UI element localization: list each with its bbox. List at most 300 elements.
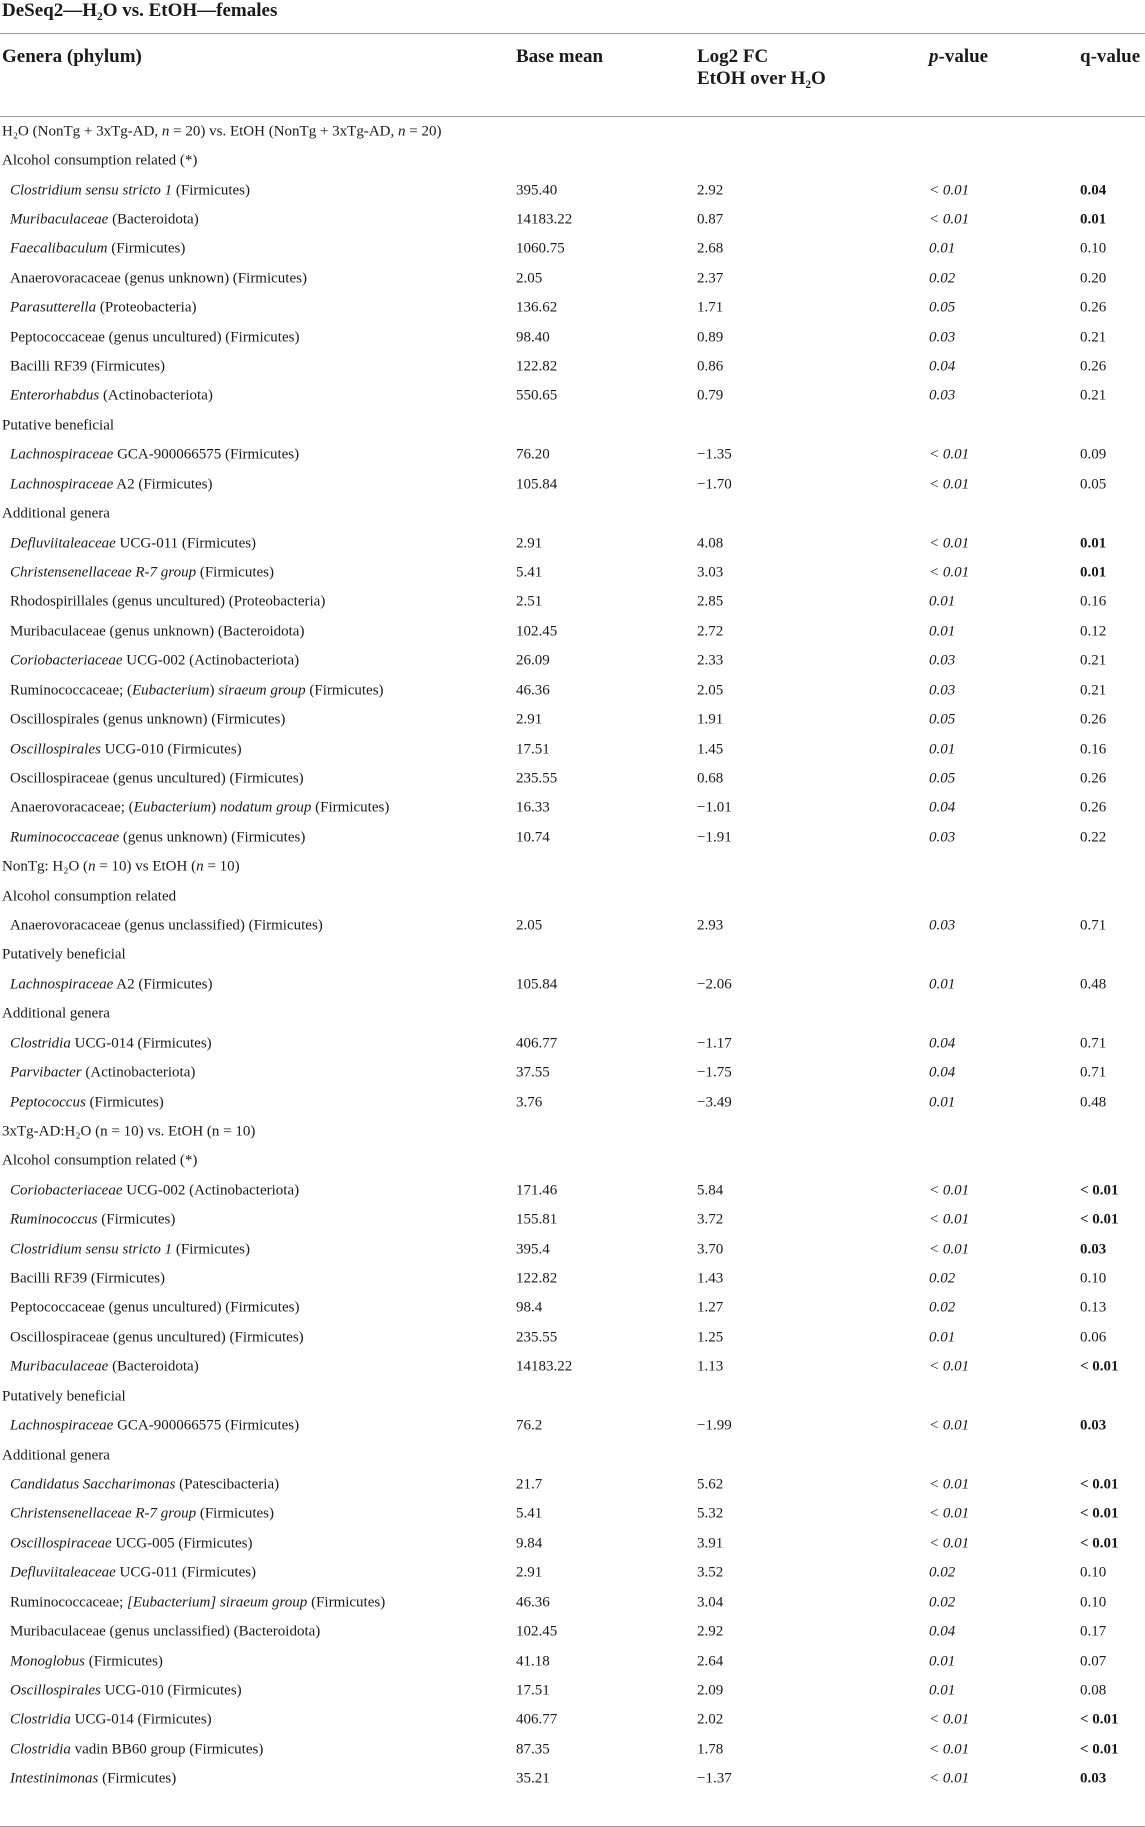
pvalue-cell: < 0.01 [929,1711,970,1728]
log2fc-cell: 4.08 [697,535,724,552]
genus-name-segment: Alcohol consumption related [2,888,177,905]
genus-name-segment: Anaerovoracaceae (genus unknown) (Firmicutes) [10,270,307,287]
qvalue-cell: 0.05 [1080,476,1107,493]
genus-name-segment: Ruminococcus [10,1211,98,1228]
qvalue-cell: 0.07 [1080,1653,1107,1670]
base-mean-cell: 122.82 [516,1270,558,1287]
genus-name-segment: Alcohol consumption related (*) [2,1152,198,1169]
base-mean-cell: 1060.75 [516,240,565,257]
genus-name-cell [10,359,165,376]
table-title: DeSeq2—H₂O vs. EtOH—females [2,0,278,21]
qvalue-cell: 0.06 [1080,1329,1107,1346]
genus-name-segment: Ruminococcaceae; [10,1594,128,1611]
qvalue-cell: 0.12 [1080,623,1107,640]
base-mean-cell: 406.77 [516,1035,558,1052]
table-row [0,1411,1145,1440]
table-row [0,1294,1145,1323]
pvalue-cell: 0.03 [929,829,956,846]
genus-name-segment: H₂O (NonTg + 3xTg-AD, [2,123,162,140]
genus-name-segment: Intestinimonas [10,1770,99,1787]
genus-name-segment: Bacilli RF39 (Firmicutes) [10,1270,165,1287]
genus-name-cell [10,1065,195,1082]
table-row [0,323,1145,352]
log2fc-cell: 2.09 [697,1682,724,1699]
pvalue-cell: 0.04 [929,799,956,816]
genus-name-segment: Coriobacteriaceae [10,1182,123,1199]
genus-name-segment: Oscillospirales [10,741,101,757]
genus-name-segment: Lachnospiraceae [10,446,114,463]
base-mean-cell: 122.82 [516,358,558,375]
genus-name-cell [2,859,240,876]
base-mean-cell: 395.4 [516,1241,550,1258]
genus-name-cell [10,1624,320,1641]
genus-name-segment: Lachnospiraceae [10,476,114,493]
qvalue-cell: < 0.01 [1080,1476,1119,1493]
genus-name-segment: Oscillospirales [10,1682,101,1699]
genus-name-segment: Clostridia [10,1711,71,1728]
qvalue-cell: 0.21 [1080,329,1107,346]
base-mean-cell: 406.77 [516,1711,558,1728]
base-mean-cell: 76.2 [516,1417,543,1434]
pvalue-cell: 0.01 [929,741,956,757]
pvalue-cell: < 0.01 [929,211,970,228]
genus-name-segment: Oscillospirales (genus unknown) (Firmicutes) [10,711,286,728]
log2fc-cell: −1.37 [697,1770,732,1787]
log2fc-cell: 5.32 [697,1505,724,1522]
log2fc-cell: 2.33 [697,652,724,669]
table-row [0,1500,1145,1529]
log2fc-cell: −1.75 [697,1064,732,1081]
genus-name-segment: Coriobacteriaceae [10,652,123,669]
genus-name-segment: Defluviitaleaceae [10,535,116,552]
genus-name-cell [10,770,304,787]
genus-name-segment: Clostridia [10,1035,71,1052]
qvalue-cell: 0.26 [1080,799,1107,816]
header-pvalue-italic: p [929,46,939,67]
table-row [0,1706,1145,1735]
pvalue-cell: 0.01 [929,623,956,640]
genus-name-segment: n [88,858,96,875]
genus-name-segment: Additional genera [2,1447,110,1464]
header-pvalue [929,46,988,68]
table-row [0,1529,1145,1558]
table-row [0,617,1145,646]
genus-name-segment: vadin BB60 group (Firmicutes) [70,1741,264,1758]
qvalue-cell: < 0.01 [1080,1711,1119,1728]
qvalue-cell: 0.08 [1080,1682,1107,1699]
genus-name-cell [2,153,197,170]
genus-name-segment: UCG-010 (Firmicutes) [100,1682,242,1699]
log2fc-cell: −1.17 [697,1035,732,1052]
qvalue-cell: 0.03 [1080,1770,1107,1787]
pvalue-cell: < 0.01 [929,1476,970,1493]
qvalue-cell: 0.21 [1080,652,1107,669]
group-heading-row [0,1000,1145,1029]
table-row [0,1206,1145,1235]
genus-name-cell [10,1418,299,1435]
base-mean-cell: 10.74 [516,829,550,846]
pvalue-cell: 0.01 [929,1329,956,1346]
table-row [0,588,1145,617]
table-row [0,1029,1145,1058]
pvalue-cell: 0.01 [929,593,956,610]
pvalue-cell: 0.04 [929,1035,956,1052]
log2fc-cell: 0.68 [697,770,724,787]
genus-name-cell [10,976,212,993]
genus-name-segment: Putative beneficial [2,417,115,434]
pvalue-cell: < 0.01 [929,476,970,493]
genus-name-segment: Putatively beneficial [2,946,126,963]
genus-name-segment: (Proteobacteria) [96,299,197,316]
header-log2fc [697,46,826,90]
table-row [0,1176,1145,1205]
table-row [0,1735,1145,1764]
table-row [0,1323,1145,1352]
pvalue-cell: < 0.01 [929,1241,970,1258]
genus-name-segment: = 20) vs. EtOH (NonTg + 3xTg-AD, [169,123,398,140]
genus-name-segment: Oscillospiraceae (genus uncultured) (Firmicutes) [10,1329,304,1346]
table-row [0,970,1145,999]
table-row [0,235,1145,264]
log2fc-cell: 3.52 [697,1564,724,1581]
log2fc-cell: −1.35 [697,446,732,463]
genus-name-segment: Clostridium sensu stricto 1 [10,182,173,199]
table-row [0,647,1145,676]
table-row [0,529,1145,558]
log2fc-cell: 2.68 [697,240,724,257]
table-row [0,911,1145,940]
genus-name-segment: = 10) vs EtOH ( [95,858,197,875]
genus-name-segment: (Firmicutes) [85,1653,163,1670]
genus-name-segment: GCA-900066575 (Firmicutes) [113,446,300,463]
genus-name-segment: Additional genera [2,505,110,522]
log2fc-cell: 3.03 [697,564,724,581]
genus-name-cell [10,682,384,699]
genus-name-cell [2,123,441,140]
pvalue-cell: < 0.01 [929,1211,970,1228]
table-row [0,1559,1145,1588]
genus-name-cell [2,1123,255,1140]
genus-name-segment: Additional genera [2,1005,110,1022]
genus-name-segment: Parvibacter [10,1064,82,1081]
pvalue-cell: 0.05 [929,711,956,728]
table-row [0,558,1145,587]
genus-name-cell [10,1653,163,1670]
genus-name-segment: (Firmicutes) [311,799,390,816]
genus-name-segment: GCA-900066575 (Firmicutes) [113,1417,300,1434]
qvalue-cell: 0.10 [1080,1594,1107,1611]
table-row [0,1617,1145,1646]
log2fc-cell: 2.92 [697,1623,724,1640]
genus-name-cell [10,1182,299,1199]
log2fc-cell: 5.62 [697,1476,724,1493]
pvalue-cell: < 0.01 [929,1741,970,1758]
genus-name-segment: n [161,123,170,140]
genus-name-cell [2,947,126,964]
genus-name-segment: (Firmicutes) [307,1594,386,1611]
log2fc-cell: 0.89 [697,329,724,346]
qvalue-cell: < 0.01 [1080,1535,1119,1552]
log2fc-cell: 1.71 [697,299,724,316]
log2fc-cell: 2.85 [697,593,724,610]
genus-name-segment: Peptococcaceae (genus uncultured) (Firmicutes) [10,329,300,346]
log2fc-cell: −1.91 [697,829,732,846]
log2fc-cell: 0.86 [697,358,724,375]
pvalue-cell: 0.03 [929,652,956,669]
log2fc-cell: 3.70 [697,1241,724,1258]
log2fc-cell: 2.72 [697,623,724,640]
pvalue-cell: < 0.01 [929,1358,970,1375]
qvalue-cell: 0.13 [1080,1299,1107,1316]
qvalue-cell: < 0.01 [1080,1358,1119,1375]
genus-name-segment: (Firmicutes) [97,1211,176,1228]
genus-name-segment: UCG-002 (Actinobacteriota) [122,1182,300,1199]
genus-name-cell [2,506,110,523]
genus-name-segment: Ruminococcaceae; ( [10,682,133,699]
genus-name-cell [10,1771,176,1788]
base-mean-cell: 235.55 [516,1329,558,1346]
genus-name-segment: UCG-011 (Firmicutes) [115,1564,257,1581]
base-mean-cell: 395.40 [516,182,558,199]
table-row [0,1676,1145,1705]
qvalue-cell: 0.21 [1080,682,1107,699]
group-heading-row [0,1382,1145,1411]
genus-name-segment: Defluviitaleaceae [10,1564,116,1581]
base-mean-cell: 17.51 [516,741,550,757]
genus-name-segment: UCG-014 (Firmicutes) [70,1711,212,1728]
qvalue-cell: 0.01 [1080,535,1107,552]
base-mean-cell: 87.35 [516,1741,550,1758]
genus-name-cell [2,417,114,434]
pvalue-cell: < 0.01 [929,1505,970,1522]
qvalue-cell: < 0.01 [1080,1741,1119,1758]
genus-name-cell [10,1359,199,1376]
log2fc-cell: 2.92 [697,182,724,199]
genus-name-cell [10,1741,263,1758]
genus-name-cell [10,241,185,258]
group-heading-row [0,146,1145,175]
genus-name-segment: [Eubacterium] siraeum group [127,1594,308,1611]
genus-name-cell [10,447,299,464]
header-pvalue-rest: -value [938,46,989,67]
genus-name-segment: Oscillospiraceae (genus uncultured) (Firmicutes) [10,770,304,787]
section-heading-row [0,1117,1145,1146]
qvalue-cell: 0.71 [1080,917,1107,934]
genus-name-segment: UCG-011 (Firmicutes) [115,535,257,552]
table-row [0,1588,1145,1617]
qvalue-cell: 0.04 [1080,182,1107,199]
base-mean-cell: 5.41 [516,1505,543,1522]
genus-name-segment: Muribaculaceae [10,1358,109,1375]
header-log2fc-line2: EtOH over H₂O [697,68,826,89]
genus-name-cell [10,1535,252,1552]
qvalue-cell: 0.26 [1080,770,1107,787]
genus-name-segment: nodatum group [219,799,312,816]
genus-name-cell [10,800,389,817]
table-row [0,294,1145,323]
genus-name-segment: (Firmicutes) [98,1770,177,1787]
log2fc-cell: 1.78 [697,1741,724,1758]
table-row [0,176,1145,205]
genus-name-cell [10,741,242,758]
pvalue-cell: 0.01 [929,1653,956,1670]
pvalue-cell: 0.02 [929,1594,956,1611]
base-mean-cell: 235.55 [516,770,558,787]
pvalue-cell: 0.01 [929,976,956,993]
genus-name-cell [10,1094,164,1111]
genus-name-cell [10,1212,175,1229]
log2fc-cell: 0.87 [697,211,724,228]
log2fc-cell: 2.02 [697,1711,724,1728]
genus-name-segment: Christensenellaceae R-7 group [10,564,197,581]
pvalue-cell: 0.03 [929,329,956,346]
table-row [0,1235,1145,1264]
genus-name-segment: (Firmicutes) [305,682,384,699]
group-heading-row [0,411,1145,440]
base-mean-cell: 2.91 [516,711,543,728]
table-row [0,1353,1145,1382]
pvalue-cell: 0.05 [929,770,956,787]
genus-name-segment: Lachnospiraceae [10,1417,114,1434]
qvalue-cell: 0.16 [1080,593,1107,610]
genus-name-cell [10,1035,212,1052]
section-heading-row [0,853,1145,882]
pvalue-cell: 0.02 [929,1270,956,1287]
genus-name-cell [10,1565,256,1582]
header-log2fc-line1: Log2 FC [697,46,769,67]
pvalue-cell: 0.03 [929,387,956,404]
table-row [0,794,1145,823]
base-mean-cell: 37.55 [516,1064,550,1081]
group-heading-row [0,499,1145,528]
pvalue-cell: < 0.01 [929,1535,970,1552]
genus-name-cell [10,623,304,640]
table-row [0,441,1145,470]
pvalue-cell: < 0.01 [929,1182,970,1199]
genus-name-cell [10,1300,299,1317]
qvalue-cell: 0.20 [1080,270,1107,287]
table-row [0,205,1145,234]
genus-name-segment: = 10) [203,858,240,875]
base-mean-cell: 98.4 [516,1299,543,1316]
table-row [0,470,1145,499]
table-row [0,705,1145,734]
base-mean-cell: 136.62 [516,299,558,316]
genus-name-cell [10,300,196,317]
genus-name-cell [10,1329,304,1346]
log2fc-cell: 1.43 [697,1270,724,1287]
base-mean-cell: 21.7 [516,1476,543,1493]
table-row [0,352,1145,381]
table-row [0,764,1145,793]
log2fc-cell: 3.72 [697,1211,724,1228]
genus-name-segment: Putatively beneficial [2,1388,126,1405]
qvalue-cell: 0.26 [1080,711,1107,728]
log2fc-cell: −1.70 [697,476,732,493]
genus-name-segment: Clostridium sensu stricto 1 [10,1241,173,1258]
base-mean-cell: 171.46 [516,1182,558,1199]
base-mean-cell: 17.51 [516,1682,550,1699]
genus-name-segment: (genus unknown) (Firmicutes) [119,829,306,846]
base-mean-cell: 14183.22 [516,1358,573,1375]
genus-name-segment: Oscillospiraceae [10,1535,112,1552]
genus-name-segment: Peptococcaceae (genus uncultured) (Firmicutes) [10,1299,300,1316]
genus-name-segment: (Bacteroidota) [108,1358,199,1375]
log2fc-cell: 2.64 [697,1653,724,1670]
table-row [0,1088,1145,1117]
qvalue-cell: 0.17 [1080,1623,1107,1640]
base-mean-cell: 35.21 [516,1770,550,1787]
top-rule [0,33,1145,34]
qvalue-cell: 0.10 [1080,240,1107,257]
base-mean-cell: 16.33 [516,799,550,816]
genus-name-cell [10,270,307,287]
pvalue-cell: < 0.01 [929,1417,970,1434]
genus-name-cell [10,535,256,552]
pvalue-cell: 0.05 [929,299,956,316]
table-row [0,1264,1145,1293]
genus-name-segment: Candidatus Saccharimonas [10,1476,176,1493]
group-heading-row [0,1147,1145,1176]
base-mean-cell: 102.45 [516,1623,558,1640]
genus-name-segment: (Firmicutes) [196,564,274,581]
base-mean-cell: 2.51 [516,593,543,610]
genus-name-cell [2,1447,110,1464]
pvalue-cell: 0.01 [929,1682,956,1699]
table-row [0,823,1145,852]
genus-name-segment: Monoglobus [10,1653,85,1670]
genus-name-segment: Ruminococcaceae [10,829,120,846]
genus-name-cell [10,1594,385,1611]
pvalue-cell: 0.02 [929,1564,956,1581]
genus-name-cell [10,829,305,846]
log2fc-cell: 1.25 [697,1329,724,1346]
qvalue-cell: < 0.01 [1080,1182,1119,1199]
genus-name-segment: UCG-002 (Actinobacteriota) [122,652,300,669]
qvalue-cell: 0.10 [1080,1270,1107,1287]
genus-name-segment: Alcohol consumption related (*) [2,152,198,169]
log2fc-cell: 5.84 [697,1182,724,1199]
log2fc-cell: −3.49 [697,1094,732,1111]
pvalue-cell: 0.03 [929,917,956,934]
pvalue-cell: 0.04 [929,358,956,375]
qvalue-cell: 0.21 [1080,387,1107,404]
qvalue-cell: 0.48 [1080,1094,1107,1111]
genus-name-segment: (Firmicutes) [172,182,251,199]
genus-name-cell [10,918,323,935]
group-heading-row [0,1441,1145,1470]
pvalue-cell: < 0.01 [929,1770,970,1787]
log2fc-cell: 3.91 [697,1535,724,1552]
genus-name-segment: ) [211,799,220,816]
genus-name-cell [2,1388,126,1405]
log2fc-cell: −1.01 [697,799,732,816]
qvalue-cell: < 0.01 [1080,1211,1119,1228]
genus-name-segment: Christensenellaceae R-7 group [10,1505,197,1522]
base-mean-cell: 155.81 [516,1211,558,1228]
genus-name-segment: UCG-014 (Firmicutes) [70,1035,212,1052]
base-mean-cell: 76.20 [516,446,550,463]
pvalue-cell: 0.04 [929,1064,956,1081]
pvalue-cell: < 0.01 [929,182,970,199]
genus-name-segment: Muribaculaceae (genus unknown) (Bacteroidota) [10,623,305,640]
header-genera: Genera (phylum) [2,46,142,67]
genus-name-segment: Lachnospiraceae [10,976,114,993]
log2fc-cell: 2.93 [697,917,724,934]
pvalue-cell: 0.01 [929,1094,956,1111]
base-mean-cell: 3.76 [516,1094,543,1111]
genus-name-segment: Anaerovoracaceae; ( [10,799,134,816]
